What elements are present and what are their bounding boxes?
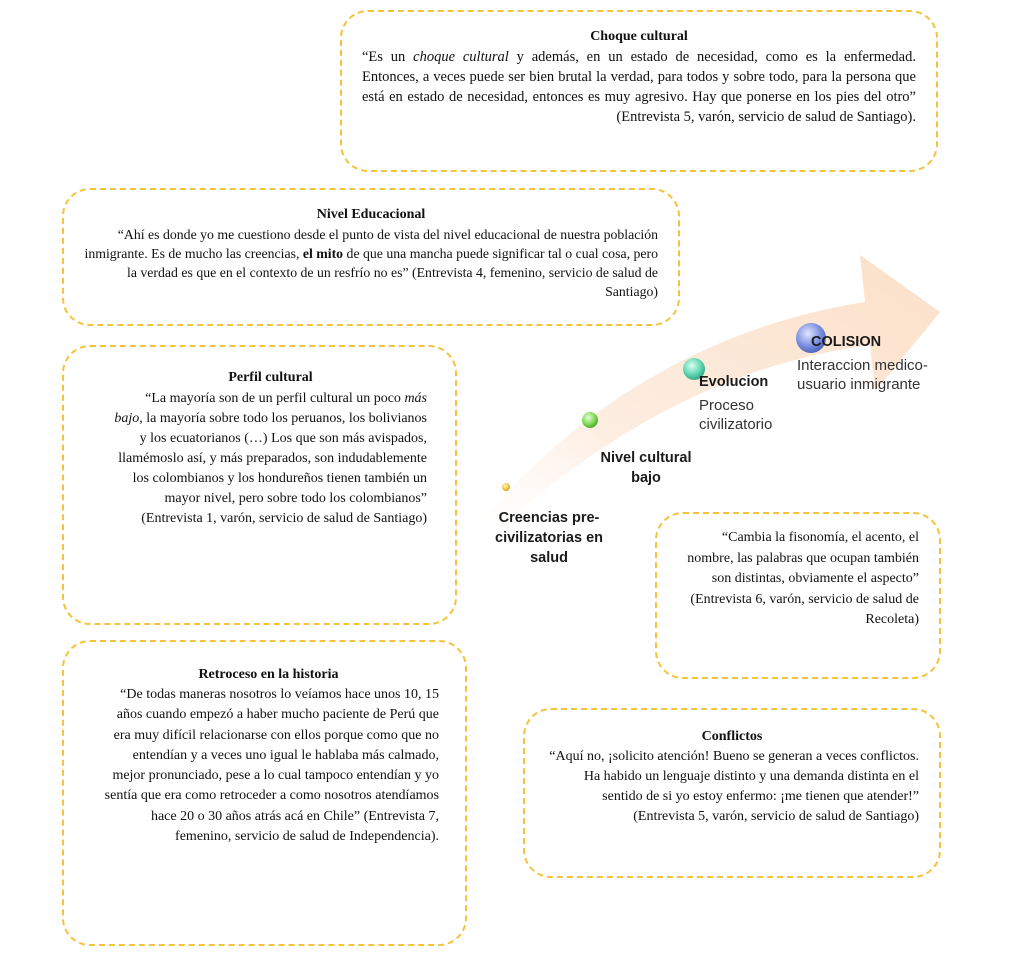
stage-label-creencias: Creencias pre-civilizatorias en salud — [495, 510, 603, 566]
stage-desc-proceso: Proceso civilizatorio — [699, 397, 773, 433]
quote-box-nivel-educacional — [62, 188, 680, 326]
box-title: Choque cultural — [590, 29, 688, 44]
quote-box-fisonomia — [655, 512, 941, 679]
quote-box-choque-cultural — [340, 10, 938, 172]
stage-desc-interaccion: Interaccion medico-usuario inmigrante — [797, 357, 928, 393]
box-quote — [114, 389, 427, 529]
box-quote: “Aquí no, ¡solicito atención! Bueno se generan a veces conflictos. Ha habido un lenguaje distinto y una demanda distinta en el sentido de si yo estoy enfermo: ¡me tienen que atender!” (Entrevista 5, varón, servicio de salud de Santiago) — [549, 749, 919, 824]
box-title: Retroceso en la historia — [198, 667, 339, 682]
quote-part: “Ahí es donde yo me cuestiono desde el punto de vista del nivel educacional de nuestra población inmigrante. Es de mucho las creencias, — [84, 227, 658, 261]
quote-box-retroceso — [62, 640, 467, 946]
quote-strong: el mito — [302, 246, 344, 261]
quote-box-perfil-cultural — [62, 345, 457, 625]
stage-label-colision: COLISION — [811, 334, 882, 350]
box-title: Perfil cultural — [228, 370, 313, 385]
box-quote — [362, 47, 916, 127]
stage-label-evolucion: Evolucion — [699, 374, 769, 390]
quote-part: “Es un — [362, 49, 414, 65]
quote-part: “La mayoría son de un perfil cultural un poco — [145, 391, 405, 406]
stage-dot-nivel — [582, 412, 598, 428]
stage-dot-creencias — [502, 483, 510, 491]
box-quote: “Cambia la fisonomía, el acento, el nombre, las palabras que ocupan también son distintas, obviamente el aspecto” (Entrevista 6, varón, servicio de salud de Recoleta) — [687, 530, 919, 627]
quote-box-conflictos — [523, 708, 941, 878]
quote-emphasis: más bajo — [114, 391, 427, 426]
quote-emphasis: choque cultural — [413, 49, 509, 65]
box-title: Conflictos — [701, 729, 763, 744]
box-quote: “De todas maneras nosotros lo veíamos hace unos 10, 15 años cuando empezó a haber mucho paciente de Perú que era muy difícil relacionarse con ellos porque como que no entendían y a veces uno igual le hablaba más calmado, mejor pronunciado, pese a lo cual tampoco entendían y yo sentía que era como retroceder a como nosotros atendíamos hace 20 o 30 años atrás acá en Chile” (Entrevista 7, femenino, servicio de salud de Independencia). — [104, 687, 439, 845]
quote-part: de que una mancha puede significar tal o cual cosa, pero la verdad es que en el contexto de un resfrío no es” (Entrevista 4, femenino, servicio de salud de Santiago) — [127, 246, 658, 299]
box-quote-clip — [545, 747, 919, 847]
box-title: Nivel Educacional — [316, 207, 426, 222]
quote-part: y además, en un estado de necesidad, como es la enfermedad. Entonces, a veces puede ser bien brutal la verdad, para todos y sobre todo, para la persona que está en estado de necesidad, entonces es muy agresivo. Hay que ponerse en los pies del otro” (Entrevista 5, varón, servicio de salud de Santiago). — [362, 49, 916, 125]
box-quote — [84, 225, 658, 301]
quote-part: , la mayoría sobre todo los peruanos, los bolivianos y los ecuatorianos (…) Los que son más avispados, llamémoslo así, y más preparados, son indudablemente los colombianos y los hondureños tienen también un mayor nivel, pero sobre todo los colombianos” (Entrevista 1, varón, servicio de salud de Santiago) — [118, 411, 427, 526]
stage-label-nivel-cultural: Nivel cultural bajo — [600, 450, 692, 486]
